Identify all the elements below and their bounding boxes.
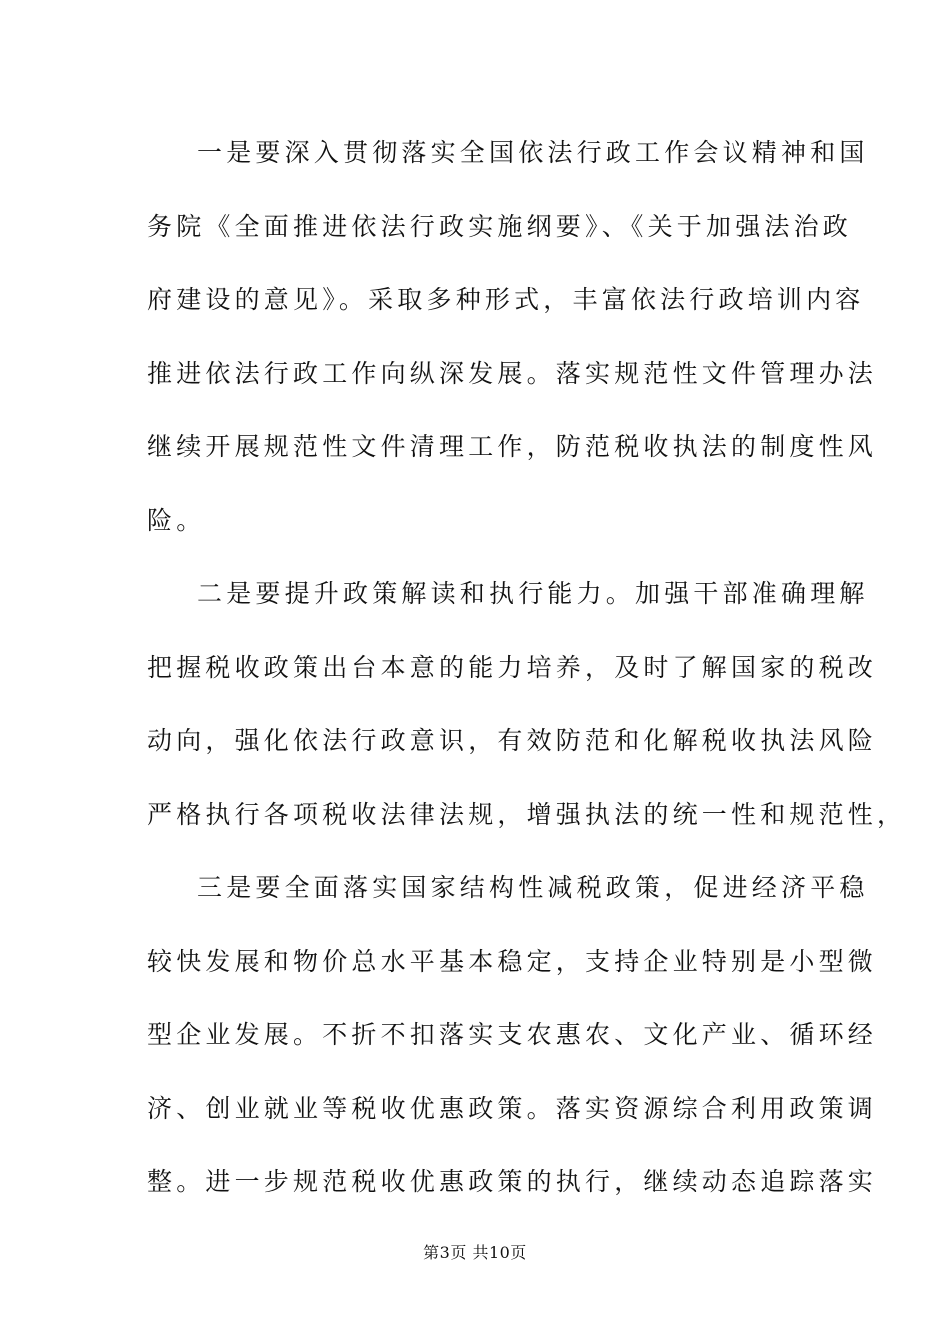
text-line-7: 二是要提升政策解读和执行能力。加强干部准确理解 <box>197 579 869 608</box>
text-line-9: 动向，强化依法行政意识，有效防范和化解税收执法风险 <box>147 726 878 755</box>
page-number-footer: 第3页 共10页 <box>423 1243 527 1262</box>
text-line-13: 型企业发展。不折不扣落实支农惠农、文化产业、循环经 <box>147 1020 878 1049</box>
text-line-2: 务院《全面推进依法行政实施纲要》、《关于加强法治政 <box>147 211 853 241</box>
text-line-5: 继续开展规范性文件清理工作，防范税收执法的制度性风 <box>147 432 878 461</box>
text-line-8: 把握税收政策出台本意的能力培养，及时了解国家的税改 <box>147 652 878 682</box>
body-text <box>147 130 907 1233</box>
text-line-14: 济、创业就业等税收优惠政策。落实资源综合利用政策调 <box>147 1093 878 1123</box>
text-line-1: 一是要深入贯彻落实全国依法行政工作会议精神和国 <box>197 138 869 167</box>
text-line-15: 整。进一步规范税收优惠政策的执行，继续动态追踪落实 <box>147 1167 878 1196</box>
text-line-3: 府建设的意见》。采取多种形式，丰富依法行政培训内容 <box>147 285 865 314</box>
text-line-11: 三是要全面落实国家结构性减税政策，促进经济平稳 <box>197 873 869 902</box>
text-line-6: 险。 <box>147 505 206 535</box>
text-line-12: 较快发展和物价总水平基本稳定，支持企业特别是小型微 <box>147 946 878 976</box>
text-line-10: 严格执行各项税收法律法规，增强执法的统一性和规范性， <box>147 799 907 829</box>
text-line-4: 推进依法行政工作向纵深发展。落实规范性文件管理办法 <box>147 358 878 388</box>
